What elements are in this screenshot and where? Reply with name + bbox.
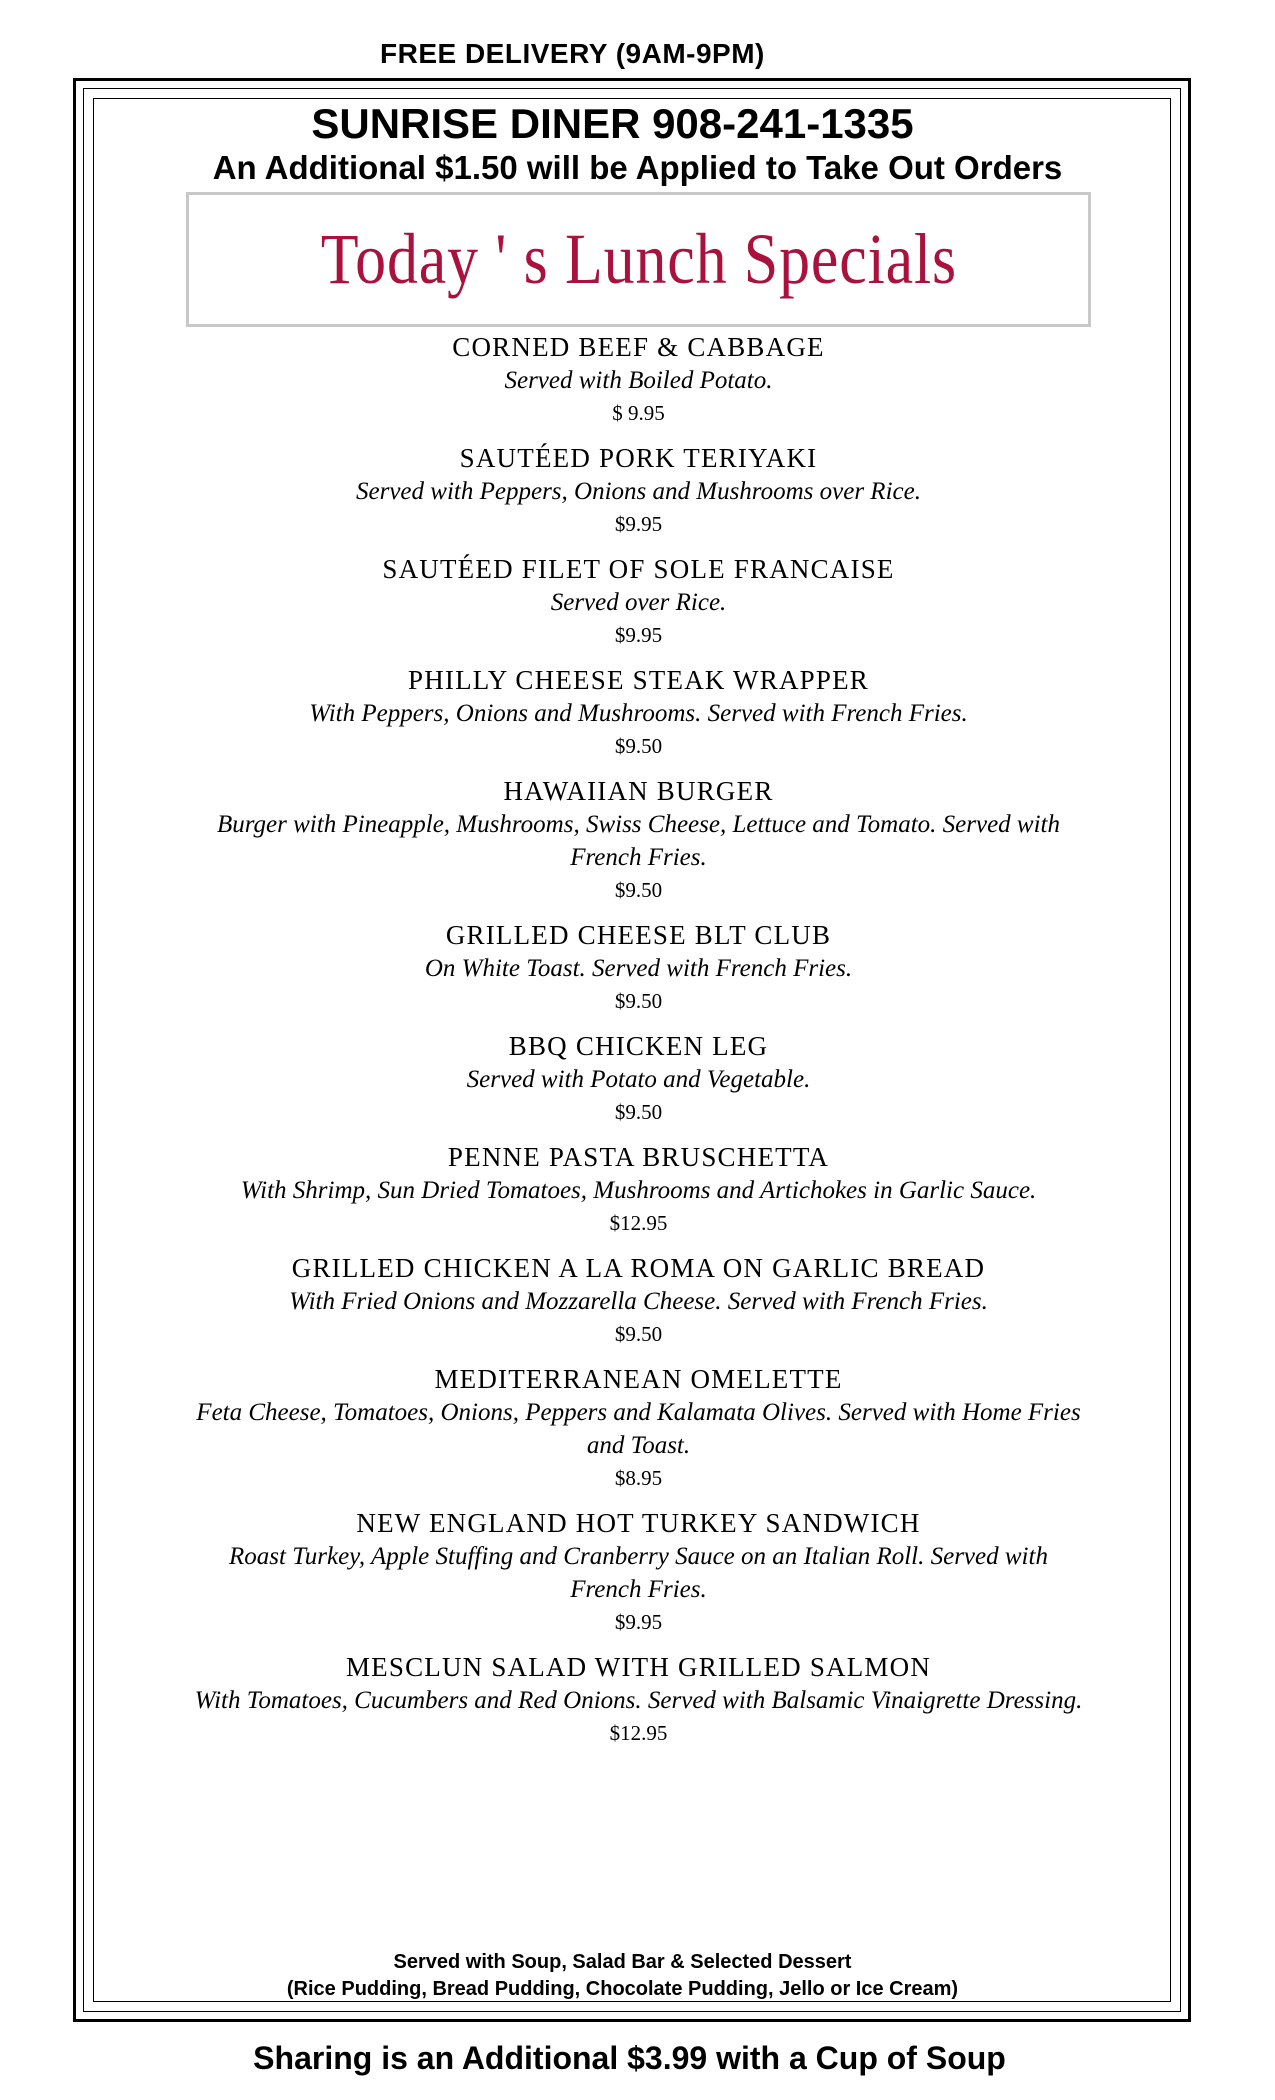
menu-item-name: PENNE PASTA BRUSCHETTA (447, 1142, 830, 1172)
menu-item (186, 1506, 1091, 1638)
menu-item-price: $12.95 (609, 1211, 668, 1235)
menu-item-name: MESCLUN SALAD WITH GRILLED SALMON (345, 1652, 932, 1682)
menu-item-name: CORNED BEEF & CABBAGE (452, 332, 825, 362)
title-box (186, 192, 1091, 327)
menu-item (186, 918, 1091, 1017)
footer-sharing-note (0, 2040, 1275, 2077)
menu-item-name: SAUTÉED FILET OF SOLE FRANCAISE (382, 554, 895, 584)
menu-item-name: GRILLED CHEESE BLT CLUB (445, 920, 832, 950)
menu-item-name: BBQ CHICKEN LEG (508, 1031, 769, 1061)
menu-item-description: With Fried Onions and Mozzarella Cheese. Served with French Fries. (289, 1288, 988, 1315)
menu-item (186, 774, 1091, 906)
menu-item-description: Served over Rice. (550, 589, 727, 616)
menu-item-price: $8.95 (614, 1466, 663, 1490)
menu-item (186, 1251, 1091, 1350)
menu-item-description: Served with Potato and Vegetable. (466, 1066, 811, 1093)
menu-item (186, 330, 1091, 429)
footer-dessert-options-text: (Rice Pudding, Bread Pudding, Chocolate Pudding, Jello or Ice Cream) (286, 1978, 959, 2000)
menu-item-price: $9.95 (614, 512, 663, 536)
menu-item-price: $9.50 (614, 1322, 663, 1346)
menu-item (186, 552, 1091, 651)
menu-item-description: Roast Turkey, Apple Stuffing and Cranberry Sauce on an Italian Roll. Served with French Fries. (229, 1543, 1048, 1603)
footer-served-with-text: Served with Soup, Salad Bar & Selected Dessert (393, 1951, 852, 1973)
footer-sharing-note-text: Sharing is an Additional $3.99 with a Cup of Soup (253, 2040, 1006, 2076)
menu-item-price: $9.95 (614, 1610, 663, 1634)
menu-item-price: $9.50 (614, 878, 663, 902)
menu-item (186, 1029, 1091, 1128)
menu-item-description: On White Toast. Served with French Fries. (424, 955, 853, 982)
menu-item-name: MEDITERRANEAN OMELETTE (434, 1364, 843, 1394)
menu-item-description: With Tomatoes, Cucumbers and Red Onions. Served with Balsamic Vinaigrette Dressing. (194, 1687, 1083, 1714)
menu-item (186, 1362, 1091, 1494)
menu-item (186, 1140, 1091, 1239)
menu-item (186, 663, 1091, 762)
footer-dessert-options (0, 1978, 1275, 2001)
menu-item-description: With Peppers, Onions and Mushrooms. Served with French Fries. (309, 700, 968, 727)
restaurant-name-phone (0, 100, 1275, 148)
menu-item-description: Served with Peppers, Onions and Mushrooms over Rice. (356, 478, 921, 505)
menu-item-price: $9.50 (614, 989, 663, 1013)
menu-item-price: $ 9.95 (612, 401, 665, 425)
free-delivery-banner: FREE DELIVERY (9AM-9PM) (380, 38, 765, 69)
page-title: Today ' s Lunch Specials (320, 219, 957, 299)
menu-item-name: NEW ENGLAND HOT TURKEY SANDWICH (356, 1508, 921, 1538)
menu-item-price: $9.95 (614, 623, 663, 647)
restaurant-name-phone-text: SUNRISE DINER 908-241-1335 (311, 100, 914, 147)
menu-item-description: Served with Boiled Potato. (504, 367, 773, 394)
menu-item-description: Burger with Pineapple, Mushrooms, Swiss Cheese, Lettuce and Tomato. Served with French Fries. (216, 811, 1060, 871)
footer-served-with (0, 1951, 1275, 1974)
menu-item-price: $9.50 (614, 1100, 663, 1124)
menu-item-name: SAUTÉED PORK TERIYAKI (459, 443, 818, 473)
menu-item (186, 441, 1091, 540)
takeout-surcharge-note: An Additional $1.50 will be Applied to Take Out Orders (212, 149, 1063, 186)
menu-item-price: $12.95 (609, 1721, 668, 1745)
menu-item-name: GRILLED CHICKEN A LA ROMA ON GARLIC BREAD (291, 1253, 986, 1283)
menu-item-name: HAWAIIAN BURGER (503, 776, 774, 806)
menu-item-description: Feta Cheese, Tomatoes, Onions, Peppers and Kalamata Olives. Served with Home Fries and Toast. (196, 1399, 1081, 1459)
menu-item (186, 1650, 1091, 1749)
menu-item-name: PHILLY CHEESE STEAK WRAPPER (408, 665, 869, 695)
menu-list (186, 330, 1091, 1761)
menu-item-price: $9.50 (614, 734, 663, 758)
menu-item-description: With Shrimp, Sun Dried Tomatoes, Mushrooms and Artichokes in Garlic Sauce. (240, 1177, 1037, 1204)
